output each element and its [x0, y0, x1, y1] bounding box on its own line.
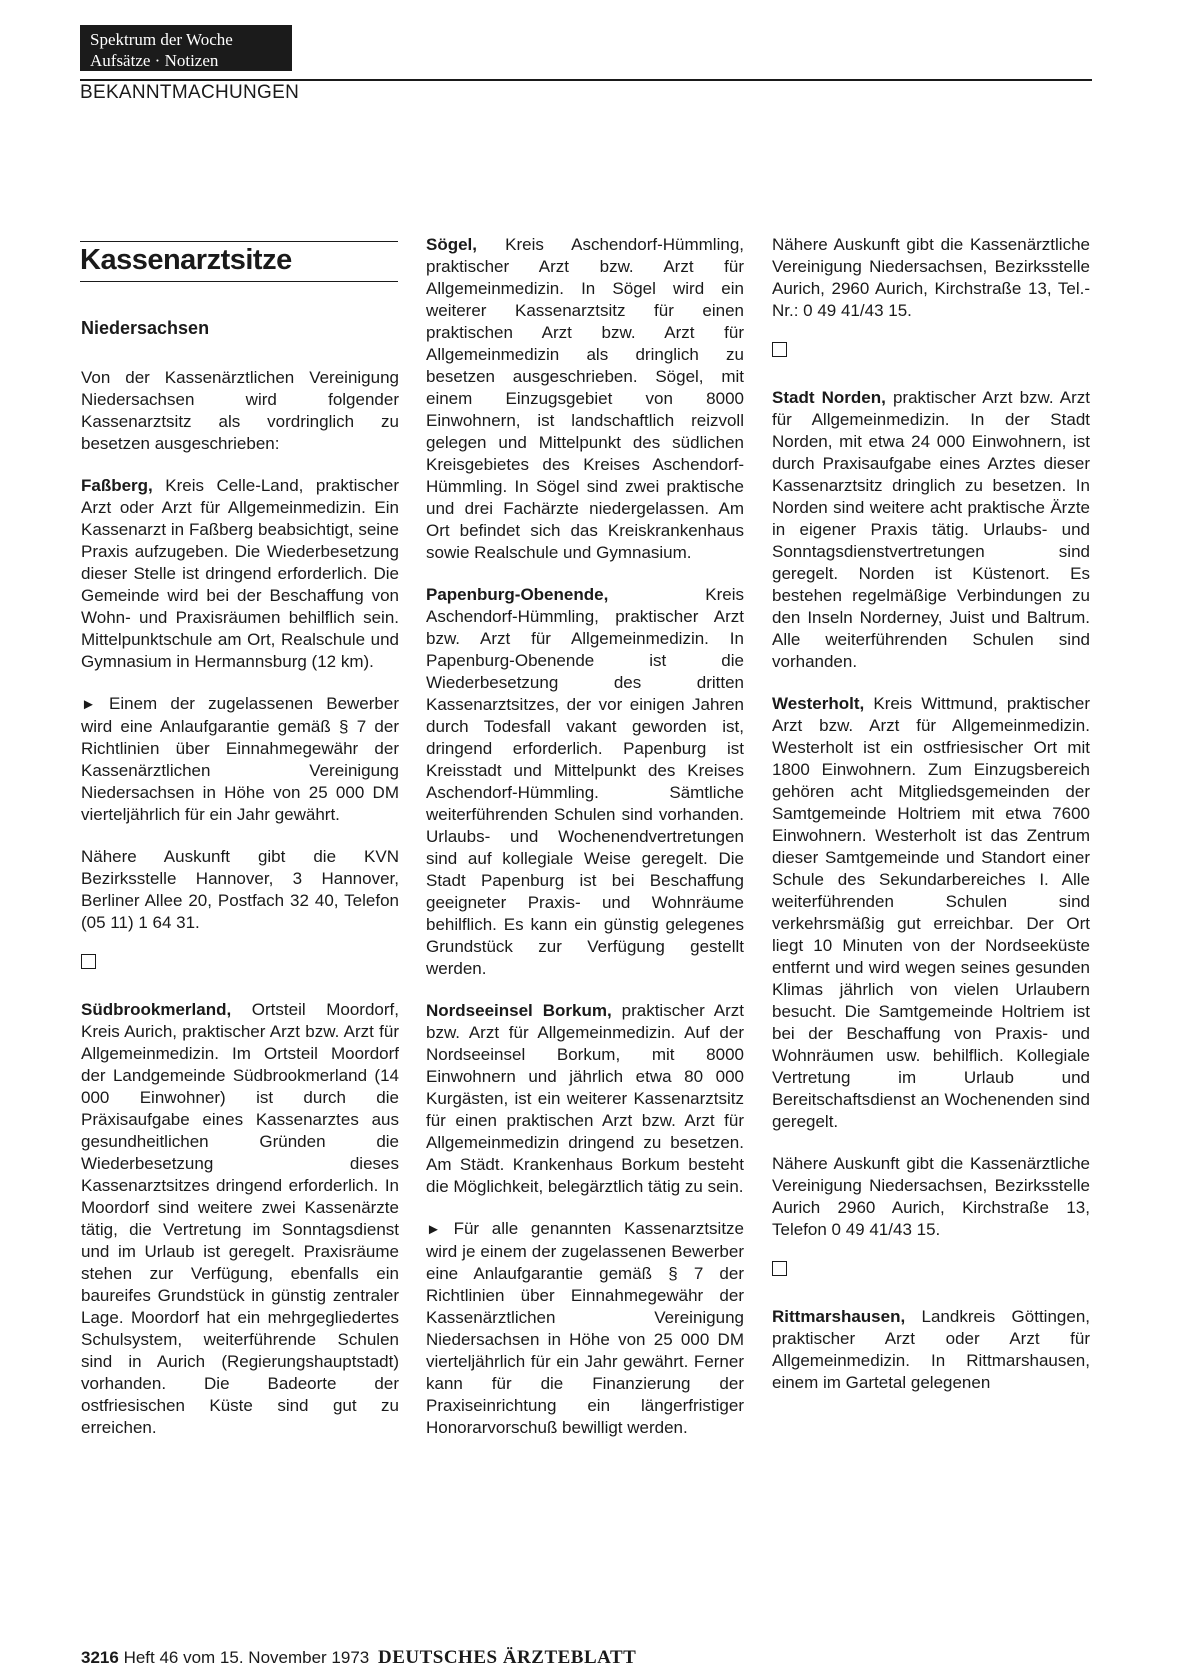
- journal-name: DEUTSCHES ÄRZTEBLATT: [377, 1647, 637, 1668]
- contact-paragraph: Nähere Auskunft gibt die Kassenärztliche Vereinigung Niedersachsen, Bezirksstelle Aurich 2960 Aurich, Kirchstraße 13, Telefon 0 49 41/43 15.: [772, 1154, 1090, 1239]
- title-rule-bottom: [80, 281, 398, 282]
- arrow-icon: ►: [81, 696, 96, 713]
- guarantee-paragraph: [426, 1218, 744, 1439]
- guarantee-text: Für alle genannten Kassenarztsitze wird je einem der zugelassenen Bewerber eine Anlaufgarantie gemäß § 7 der Richtlinien über Einnahmegewähr der Kassenärztlichen Vereinigung Niedersachsen in Höhe von 25 000 DM vierteljährlich für ein Jahr gewährt. Ferner kann für die Finanzierung der Praxiseinrichtung ein längerfristiger Honorarvorschuß bewilligt werden.: [426, 1219, 744, 1437]
- listing-text: Kreis Aschendorf-Hümmling, praktischer Arzt bzw. Arzt für Allgemeinmedizin. In Sögel wird ein weiterer Kassenarztsitz für einen praktischen Arzt bzw. Arzt für Allgemeinmedizin als dringlich zu besetzen ausgeschrieben. Sögel, mit einem Einzugsgebiet von 8000 Einwohnern, ist landschaftlich reizvoll gelegen und Mittelpunkt des südlichen Kreisgebietes des Kreises Aschendorf-Hümmling. In Sögel sind zwei praktische und drei Fachärzte niedergelassen. Am Ort befindet sich das Kreiskrankenhaus sowie Realschule und Gymnasium.: [426, 235, 744, 562]
- section-label-line1: Spektrum der Woche: [90, 30, 233, 49]
- place-name: Westerholt,: [772, 694, 865, 713]
- listing-papenburg: [426, 584, 744, 980]
- listing-soegel: [426, 234, 744, 564]
- listing-borkum: [426, 1000, 744, 1198]
- end-box-icon: [772, 1261, 787, 1276]
- guarantee-paragraph: [81, 693, 399, 826]
- section-label-line2: Aufsätze · Notizen: [90, 51, 219, 70]
- listing-fassberg: [81, 475, 399, 673]
- column-1: [81, 367, 399, 1459]
- issue-info: Heft 46 vom 15. November 1973: [123, 1648, 370, 1667]
- listing-suedbrookmerland: [81, 999, 399, 1439]
- place-name: Rittmarshausen,: [772, 1307, 906, 1326]
- header-rule: [80, 79, 1092, 81]
- page-number: 3216: [81, 1648, 119, 1667]
- place-name: Sögel,: [426, 235, 478, 254]
- page-footer: [81, 1647, 636, 1669]
- place-name: Papenburg-Obenende,: [426, 585, 609, 604]
- place-name: Nordseeinsel Borkum,: [426, 1001, 612, 1020]
- article-title: Kassenarztsitze: [80, 244, 292, 276]
- article-subtitle: Niedersachsen: [81, 318, 210, 338]
- listing-text: praktischer Arzt bzw. Arzt für Allgemeinmedizin. Auf der Nordseeinsel Borkum, mit 8000 Einwohnern und jährlich etwa 80 000 Kurgästen, ist ein weiterer Kassenarztsitz für einen praktischen Arzt bzw. Arzt für Allgemeinmedizin dringend zu besetzen. Am Städt. Krankenhaus Borkum besteht die Möglichkeit, belegärztlich tätig zu sein.: [426, 1001, 744, 1196]
- place-name: Faßberg,: [81, 476, 153, 495]
- listing-text: Kreis Celle-Land, praktischer Arzt oder Arzt für Allgemeinmedizin. Ein Kassenarzt in Faßberg beabsichtigt, seine Praxis aufzugeben. Die Wiederbesetzung dieser Stelle ist dringend erforderlich. Die Gemeinde wird bei der Beschaffung von Wohn- und Praxisräumen behilflich sein. Mittelpunktschule am Ort, Realschule und Gymnasium in Hermannsburg (12 km).: [81, 476, 399, 671]
- listing-norden: [772, 387, 1090, 673]
- column-2: [426, 234, 744, 1459]
- listing-rittmarshausen: [772, 1306, 1090, 1394]
- guarantee-text: Einem der zugelassenen Bewerber wird eine Anlaufgarantie gemäß § 7 der Richtlinien über Einnahmegewähr der Kassenärztlichen Vereinigung Niedersachsen in Höhe von 25 000 DM vierteljährlich für ein Jahr gewährt.: [81, 694, 399, 824]
- contact-paragraph: Nähere Auskunft gibt die KVN Bezirksstelle Hannover, 3 Hannover, Berliner Allee 20, Postfach 32 40, Telefon (05 11) 1 64 31.: [81, 847, 399, 932]
- contact-paragraph: Nähere Auskunft gibt die Kassenärztliche Vereinigung Niedersachsen, Bezirksstelle Aurich, 2960 Aurich, Kirchstraße 13, Tel.-Nr.: 0 49 41/43 15.: [772, 235, 1090, 320]
- intro-paragraph: Von der Kassenärztlichen Vereinigung Niedersachsen wird folgender Kassenarztsitz als vordringlich zu besetzen ausgeschrieben:: [81, 368, 399, 453]
- place-name: Südbrookmerland,: [81, 1000, 232, 1019]
- section-name: BEKANNTMACHUNGEN: [80, 82, 300, 103]
- place-name: Stadt Norden,: [772, 388, 886, 407]
- arrow-icon: ►: [426, 1221, 441, 1238]
- listing-westerholt: [772, 693, 1090, 1133]
- listing-text: Kreis Aschendorf-Hümmling, praktischer Arzt bzw. Arzt für Allgemeinmedizin. In Papenburg-Obenende ist die Wiederbesetzung des dritten Kassenarztsitzes, der vor einigen Jahren durch Todesfall vakant geworden ist, dringend erforderlich. Papenburg ist Kreisstadt und Mittelpunkt des Kreises Aschendorf-Hümmling. Sämtliche weiterführenden Schulen sind vorhanden. Urlaubs- und Wochenendvertretungen sind auf kollegiale Weise geregelt. Die Stadt Papenburg ist bei Beschaffung geeigneter Praxis- und Wohnräume behilflich. Es kann ein günstig gelegenes Grundstück zur Verfügung gestellt werden.: [426, 585, 744, 978]
- listing-text: Ortsteil Moordorf, Kreis Aurich, praktischer Arzt bzw. Arzt für Allgemeinmedizin. Im Ortsteil Moordorf der Landgemeinde Südbrookmerland (14 000 Einwohner) ist durch die Präxisaufgabe eines Kassenarztes aus gesundheitlichen Gründen die Wiederbesetzung dieses Kassenarztsitzes dringend erforderlich. In Moordorf sind weitere zwei Kassenärzte tätig, die Vertretung im Sonntagsdienst und im Urlaub ist geregelt. Praxisräume stehen zur Verfügung, ebenfalls ein baureifes Grundstück in günstig zentraler Lage. Moordorf hat ein mehrgegliedertes Schulsystem, weiterführende Schulen sind in Aurich (Regierungshauptstadt) vorhanden. Die Badeorte der ostfriesischen Küste sind gut zu erreichen.: [81, 1000, 399, 1437]
- section-label-box: [80, 25, 292, 71]
- title-rule-top: [80, 241, 398, 242]
- end-box-icon: [772, 342, 787, 357]
- listing-text: Kreis Wittmund, praktischer Arzt bzw. Arzt für Allgemeinmedizin. Westerholt ist ein ostfriesischer Ort mit 1800 Einwohnern. Zum Einzugsbereich gehören acht Mitgliedsgemeinden der Samtgemeinde Holtriem mit etwa 7600 Einwohnern. Westerholt ist das Zentrum dieser Samtgemeinde und Standort einer Schule des Sekundarbereiches I. Alle weiterführenden Schulen sind verkehrsmäßig gut erreichbar. Der Ort liegt 10 Minuten von der Nordseeküste entfernt und wird wegen seines gesunden Klimas jährlich von vielen Urlaubern besucht. Die Samtgemeinde Holtriem ist bei der Beschaffung von Praxis- und Wohnräumen usw. behilflich. Kollegiale Vertretung im Urlaub und Bereitschaftsdienst an Wochenenden sind geregelt.: [772, 694, 1090, 1131]
- column-3: [772, 234, 1090, 1414]
- end-box-icon: [81, 954, 96, 969]
- listing-text: praktischer Arzt bzw. Arzt für Allgemeinmedizin. In der Stadt Norden, mit etwa 24 000 Einwohnern, ist durch Praxisaufgabe eines Arztes dieser Kassenarztsitz dringlich zu besetzen. In Norden sind weitere acht praktische Ärzte in eigener Praxis tätig. Urlaubs- und Sonntagsdienstvertretungen sind geregelt. Norden ist Küstenort. Es bestehen regelmäßige Verbindungen zu den Inseln Norderney, Juist und Baltrum. Alle weiterführenden Schulen sind vorhanden.: [772, 388, 1091, 671]
- listing-text: Landkreis Göttingen, praktischer Arzt oder Arzt für Allgemeinmedizin. In Rittmarshausen, einem im Gartetal gelegenen: [772, 1307, 1090, 1392]
